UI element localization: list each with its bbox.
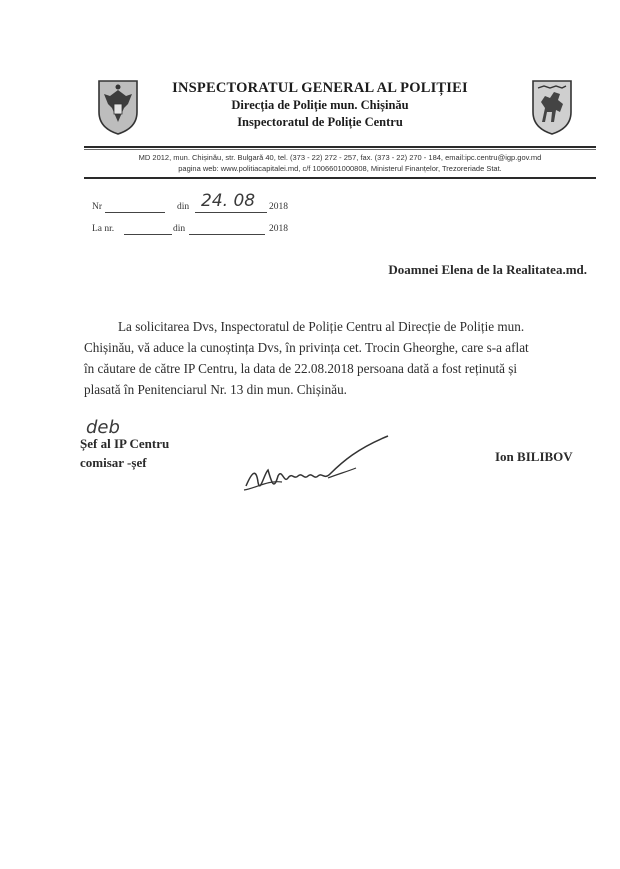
chisinau-city-emblem-icon <box>530 78 574 136</box>
la-nr-label: La nr. <box>92 224 115 234</box>
la-nr-line <box>124 234 172 235</box>
contact-line-2: pagina web: www.politiacapitalei.md, c/f 1006601000808, Ministerul Finanțelor, Trezoreriade Stat. <box>178 164 502 173</box>
signatory-title-1: Șef al IP Centru <box>80 436 170 451</box>
header-rule-top <box>84 146 596 148</box>
handwritten-signature-icon <box>238 428 418 509</box>
year-label: 2018 <box>269 202 288 212</box>
contact-line-1: MD 2012, mun. Chișinău, str. Bulgară 40, tel. (373 - 22) 272 - 257, fax. (373 - 22) 270 - 184, email:ipc.centru@igp.gov.md <box>138 153 542 162</box>
body-line-3: în căutare de către IP Centru, la data de 22.08.2018 persoana dată a fost reținută și <box>84 361 518 376</box>
unit-name: Inspectoratul de Poliție Centru <box>237 115 403 129</box>
date-line <box>195 212 267 213</box>
body-line-4: plasată în Penitenciarul Nr. 13 din mun. Chișinău. <box>84 382 347 397</box>
nr-label: Nr <box>92 202 103 212</box>
handwritten-date: 24. 08 <box>201 191 256 211</box>
handwritten-initials: deb <box>86 417 120 438</box>
din2-label: din <box>173 224 186 234</box>
din-label: din <box>177 202 190 212</box>
addressee: Doamnei Elena de la Realitatea.md. <box>388 262 587 277</box>
body-line-1: La solicitarea Dvs, Inspectoratul de Poliție Centru al Direcție de Poliție mun. <box>118 319 525 334</box>
signatory-name: Ion BILIBOV <box>495 449 573 464</box>
year2-label: 2018 <box>269 224 288 234</box>
header-rule-top-thin <box>84 149 596 150</box>
nr-line <box>105 212 165 213</box>
department-name: Direcția de Poliție mun. Chișinău <box>231 98 409 112</box>
org-name: INSPECTORATUL GENERAL AL POLIȚIEI <box>172 80 468 96</box>
body-line-2: Chișinău, vă aduce la cunoștința Dvs, în privința cet. Trocin Gheorghe, care s-a aflat <box>84 340 529 355</box>
header-rule-bottom <box>84 177 596 179</box>
din2-line <box>189 234 265 235</box>
signatory-title-2: comisar -șef <box>80 455 147 470</box>
